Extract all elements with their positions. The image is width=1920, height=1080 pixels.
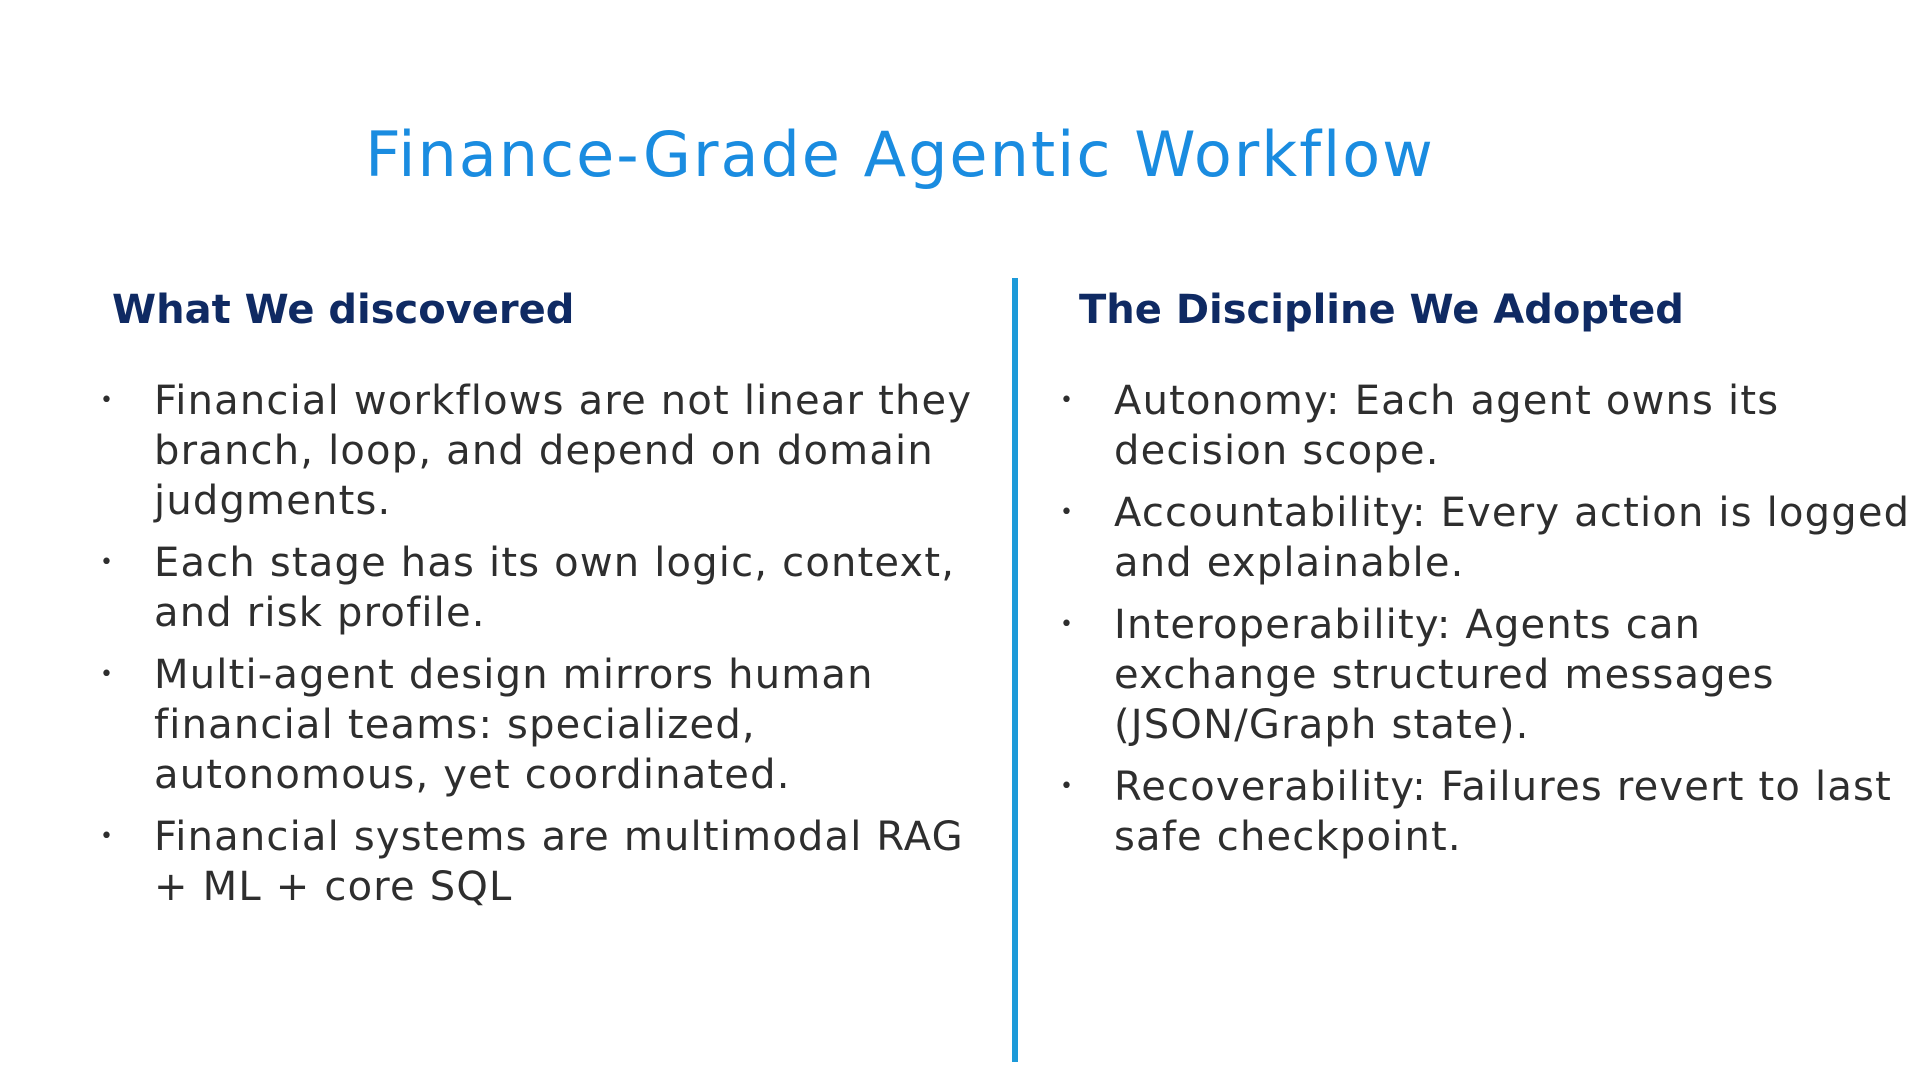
bullet-icon: •: [100, 824, 115, 849]
list-item-text: Each stage has its own logic, context, and risk profile.: [154, 540, 956, 636]
list-item: [1052, 600, 1912, 750]
right-column: [1052, 286, 1912, 874]
left-column: [92, 286, 1012, 924]
list-item-text: Recoverability: Failures revert to last safe checkpoint.: [1114, 764, 1892, 860]
list-item-text: Financial workflows are not linear they branch, loop, and depend on domain judgments.: [154, 378, 973, 524]
bullet-icon: •: [1060, 774, 1075, 799]
bullet-icon: •: [100, 388, 115, 413]
bullet-icon: •: [1060, 612, 1075, 637]
list-item-text: Financial systems are multimodal RAG + ML + core SQL: [154, 814, 964, 910]
right-bullet-list: [1052, 376, 1912, 862]
list-item: [1052, 762, 1912, 862]
list-item: [1052, 488, 1912, 588]
bullet-icon: •: [100, 550, 115, 575]
list-item-text: Accountability: Every action is logged and explainable.: [1114, 490, 1911, 586]
bullet-icon: •: [1060, 500, 1075, 525]
left-column-heading: What We discovered: [112, 287, 575, 333]
list-item: [92, 812, 1012, 912]
list-item-text: Autonomy: Each agent owns its decision scope.: [1114, 378, 1780, 474]
slide-title: Finance-Grade Agentic Workflow: [365, 118, 1435, 191]
column-divider: [1012, 278, 1018, 1062]
left-bullet-list: [92, 376, 1012, 912]
list-item-text: Multi-agent design mirrors human financial teams: specialized, autonomous, yet coordinated.: [154, 652, 874, 798]
list-item: [92, 376, 1012, 526]
bullet-icon: •: [100, 662, 115, 687]
bullet-icon: •: [1060, 388, 1075, 413]
list-item: [92, 538, 1012, 638]
right-column-heading: The Discipline We Adopted: [1079, 287, 1684, 333]
list-item-text: Interoperability: Agents can exchange structured messages (JSON/Graph state).: [1114, 602, 1775, 748]
list-item: [1052, 376, 1912, 476]
list-item: [92, 650, 1012, 800]
